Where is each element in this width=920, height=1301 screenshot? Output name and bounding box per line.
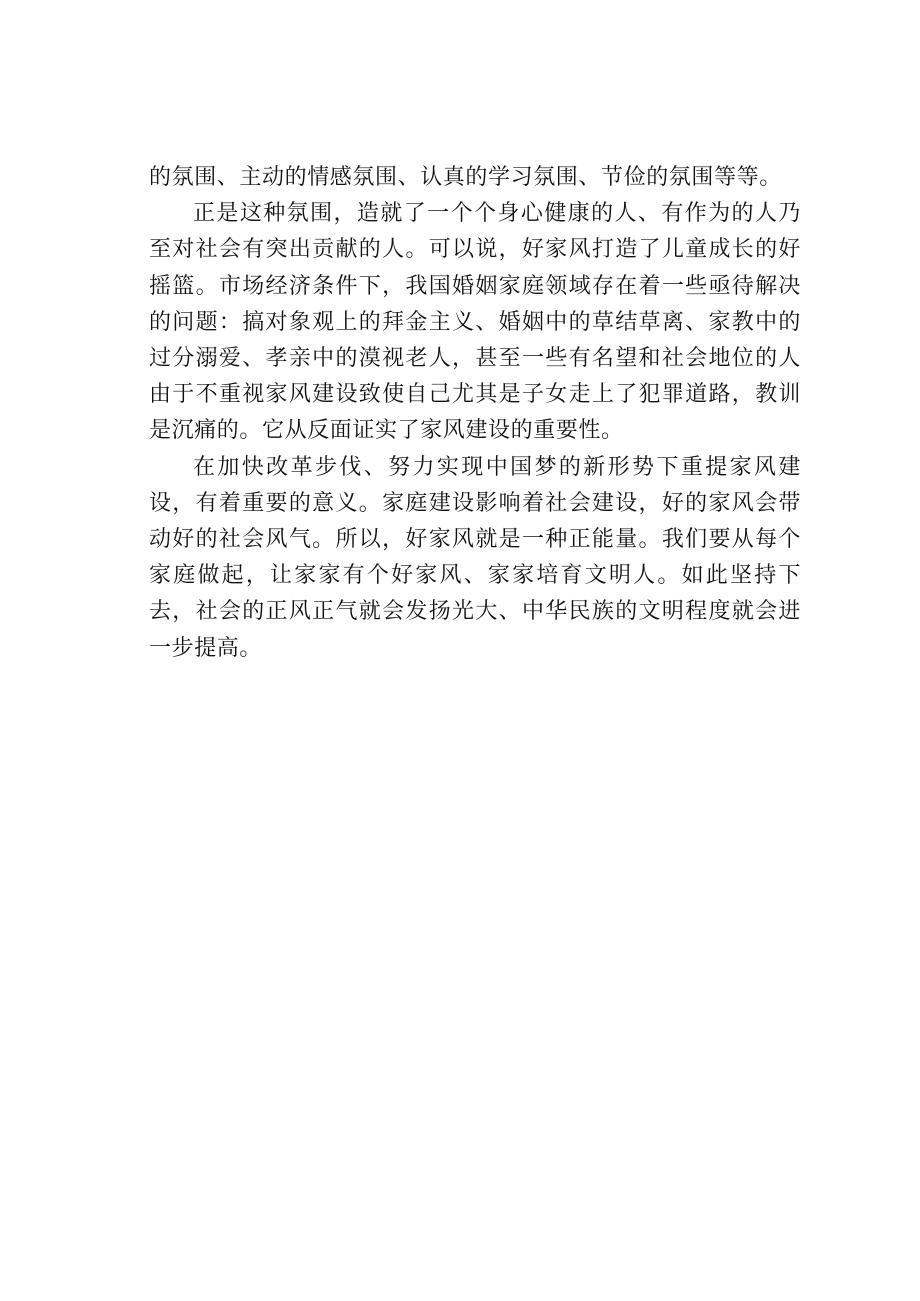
- paragraph-family-atmosphere: 正是这种氛围，造就了一个个身心健康的人、有作为的人乃至对社会有突出贡献的人。可以说，好家风打造了儿童成长的好摇篮。市场经济条件下，我国婚姻家庭领域存在着一些亟待解决的问题：搞对象观上的拜金主义、婚姻中的草结草离、家教中的过分溺爱、孝亲中的漠视老人，甚至一些有名望和社会地位的人由于不重视家风建设致使自己尤其是子女走上了犯罪道路，教训是沉痛的。它从反面证实了家风建设的重要性。: [149, 201, 801, 444]
- document-body: [149, 160, 801, 667]
- paragraph-continuation: 的氛围、主动的情感氛围、认真的学习氛围、节俭的氛围等等。: [149, 165, 782, 190]
- paragraph-family-values: 在加快改革步伐、努力实现中国梦的新形势下重提家风建设，有着重要的意义。家庭建设影响着社会建设，好的家风会带动好的社会风气。所以，好家风就是一种正能量。我们要从每个家庭做起，让家家有个好家风、家家培育文明人。如此坚持下去，社会的正风正气就会发扬光大、中华民族的文明程度就会进一步提高。: [149, 454, 801, 661]
